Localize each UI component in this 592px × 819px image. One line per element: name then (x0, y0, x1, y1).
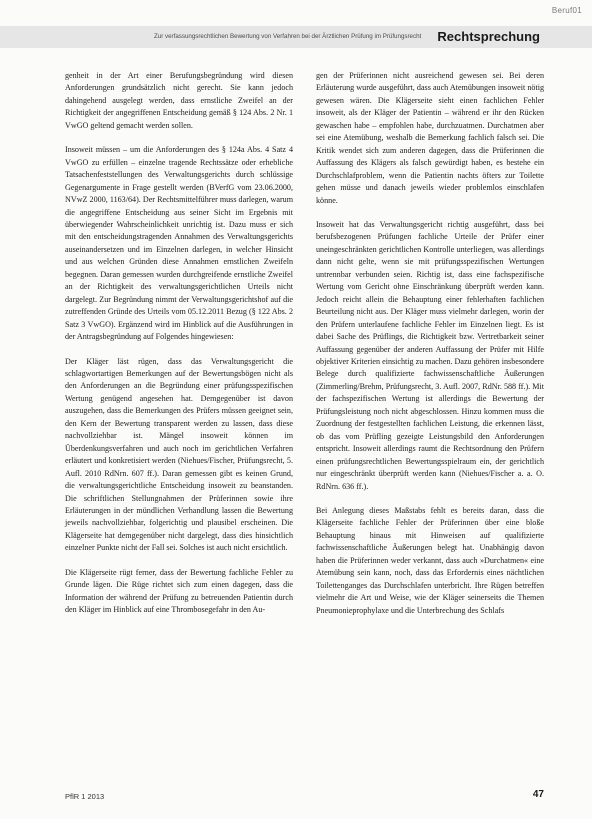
section-tab: Beruf01 (551, 6, 582, 15)
left-paragraph-2: Insoweit müssen – um die Anforderungen des § 124a Abs. 4 Satz 4 VwGO zu erfüllen – einzelne tragende Rechtssätze oder erhebliche Tatsachenfeststellungen des Verwaltungsgerichts durch schlüssige Gegenargumente in Frage gestellt werden (BVerfG vom 23.06.2000, NVwZ 2000, 1163/64). Der Rechtsmittelführer muss darlegen, warum die angegriffene Entscheidung aus seiner Sicht im Ergebnis mit überwiegender Wahrscheinlichkeit unrichtig ist. Dazu muss er sich mit den entscheidungstragenden Annahmen des Verwaltungsgerichts auseinandersetzen und im Einzelnen darlegen, in welcher Hinsicht und aus welchen Gründen diese Annahmen ernstlichen Zweifeln begegnen. Daran gemessen wurden durchgreifende ernstliche Zweifel an der Richtigkeit des verwaltungsgerichtlichen Urteils nicht dargelegt. Zur Begründung nimmt der Verwaltungsgerichtshof auf die zutreffenden Gründe des Urteils vom 05.12.2011 Bezug (§ 122 Abs. 2 Satz 3 VwGO). Ergänzend wird im Hinblick auf die Ausführungen in der Antragsbegründung auf Folgendes hingewiesen: (65, 145, 293, 342)
running-header-subtitle: Zur verfassungsrechtlichen Bewertung von Verfahren bei der Ärztlichen Prüfung im Prüfungsrecht (154, 33, 422, 40)
footer-journal: PflR 1 2013 (65, 792, 105, 801)
right-column (316, 70, 544, 629)
section-title: Rechtsprechung (437, 29, 540, 44)
left-paragraph-1: genheit in der Art einer Berufungsbegründung wird diesen Anforderungen grundsätzlich nicht gerecht. Sie kann jedoch dahingehend ausgelegt werden, dass ernstliche Zweifel an der Richtigkeit der angegriffenen Entscheidung gemäß § 124 Abs. 2 Nr. 1 VwGO geltend gemacht werden sollen. (65, 71, 293, 130)
right-paragraph-2: Insoweit hat das Verwaltungsgericht richtig ausgeführt, dass bei berufsbezogenen Prüfungen fachliche Urteile der Prüfer einer uneingeschränkten gerichtlichen Kontrolle unterliegen, was allerdings dann nicht gelte, wenn sie mit prüfungsspezifischen Wertungen untrennbar verbunden seien. Richtig ist, dass eine fachspezifische Wertung vom Gericht ohne Einschränkung überprüft werden kann. Jedoch reicht allein die Behauptung einer fehlerhaften fachlichen Beurteilung nicht aus. Der Kläger muss vielmehr darlegen, worin der den Prüfern unterlaufene fachliche Fehler im Einzelnen liegt. Es ist dabei Sache des Prüflings, die Richtigkeit bzw. Vertretbarkeit seiner Auffassung gegenüber der anderen Auffassung der Prüfer mit Hilfe objektiver Kriterien einsichtig zu machen. Dazu gehören insbesondere Belege durch qualifizierte fachwissenschaftliche Äußerungen (Zimmerling/Brehm, Prüfungsrecht, 3. Aufl. 2007, RdNr. 588 ff.). Mit der fachspezifischen Wertung ist allerdings die Bewertung der Prüfungsleistung noch nicht abgeschlossen. Hinzu kommen muss die Zuordnung der festgestellten fachlichen Leistung, die erkennen lässt, ob das vom Prüfling gezeigte Leistungsbild den Anforderungen entspricht. Insoweit allerdings raumt die Rechtsordnung den Prüfern einen prüfungsrechtlichen Bewertungsspielraum ein, der gerichtlich nur eingeschränkt überprüft werden kann (Niehues/Fischer a. a. O. RdNrn. 636 ff.). (316, 219, 544, 491)
right-paragraph-1: gen der Prüferinnen nicht ausreichend gewesen sei. Bei deren Erläuterung wurde ausgeführt, dass auch Atemübungen insoweit nötig gewesen wären. Die Klägerseite sieht einen fachlichen Fehler insoweit, als der Kläger der Patientin – während er ihr den Rücken gewaschen habe – empfohlen habe, durchzuatmen. Durchatmen aber sei eine Atemübung, weshalb die Bemerkung fachlich falsch sei. Die Kritik wendet sich zum anderen dagegen, dass die Prüferinnen die Auffassung des Klägers als falsch gewürdigt haben, es bestehe ein Durchschlafproblem, wenn die Patientin nachts öfters zur Toilette gehen müsse und danach jeweils wieder problemlos einschlafen könne. (316, 71, 544, 205)
left-paragraph-4: Die Klägerseite rügt ferner, dass der Bewertung fachliche Fehler zu Grunde lägen. Die Rüge richtet sich zum einen dagegen, dass die Information der während der Prüfung zu betreuenden Patientin durch den Kläger im Hinblick auf eine Thrombosegefahr in den Au- (65, 567, 293, 615)
page-number: 47 (532, 789, 544, 800)
left-paragraph-3: Der Kläger läst rügen, dass das Verwaltungsgericht die schlagwortartigen Bemerkungen auf der Bewertungsbögen nicht als den Anforderungen an die Begründung einer prüfungsspezifischen Wertung genügend angesehen hat. Demgegenüber ist davon auszugehen, dass die Bemerkungen des Prüfers müssen geeignet sein, den Kern der Bewertung transparent werden zu lassen, dass diese nachvollziehbar ist. Mängel insoweit können im Überdenkungsverfahren und auch noch im gerichtlichen Verfahren erläutert und konkretisiert werden (Niehues/Fischer, Prüfungsrecht, 5. Aufl. 2010 RdNrn. 607 ff.). Daran gemessen gibt es keinen Grund, die verwaltungsgerichtliche Entscheidung insoweit zu beanstanden. Die schriftlichen Stellungnahmen der Prüferinnen sowie ihre Erläuterungen in der mündlichen Verhandlung lassen die Bewertung jeweils nachvollziehbar, folgerichtig und plausibel erscheinen. Die Klägerseite hat demgegenüber nicht dargelegt, dass dies hinsichtlich einzelner Punkte nicht der Fall sei. Solches ist auch nicht ersichtlich. (65, 356, 293, 553)
running-header (0, 26, 592, 48)
right-paragraph-3: Bei Anlegung dieses Maßstabs fehlt es bereits daran, dass die Klägerseite fachliche Fehler der Prüferinnen über eine bloße Behauptung hinaus mit Hinweisen auf qualifizierte fachwissenschaftliche Äußerungen belegt hat. Unabhängig davon haben die Prüferinnen weder verkannt, dass auch »Durchatmen« eine Atemübung sein kann, noch, dass das Erfordernis eines nächtlichen Toilettenganges das Durchschlafen unterbricht. Ihre Rügen betreffen vielmehr die Art und Weise, wie der Kläger seinerseits die Themen Pneumonieprophylaxe und die Unterbrechung des Schlafs (316, 505, 544, 615)
left-column (65, 70, 293, 629)
